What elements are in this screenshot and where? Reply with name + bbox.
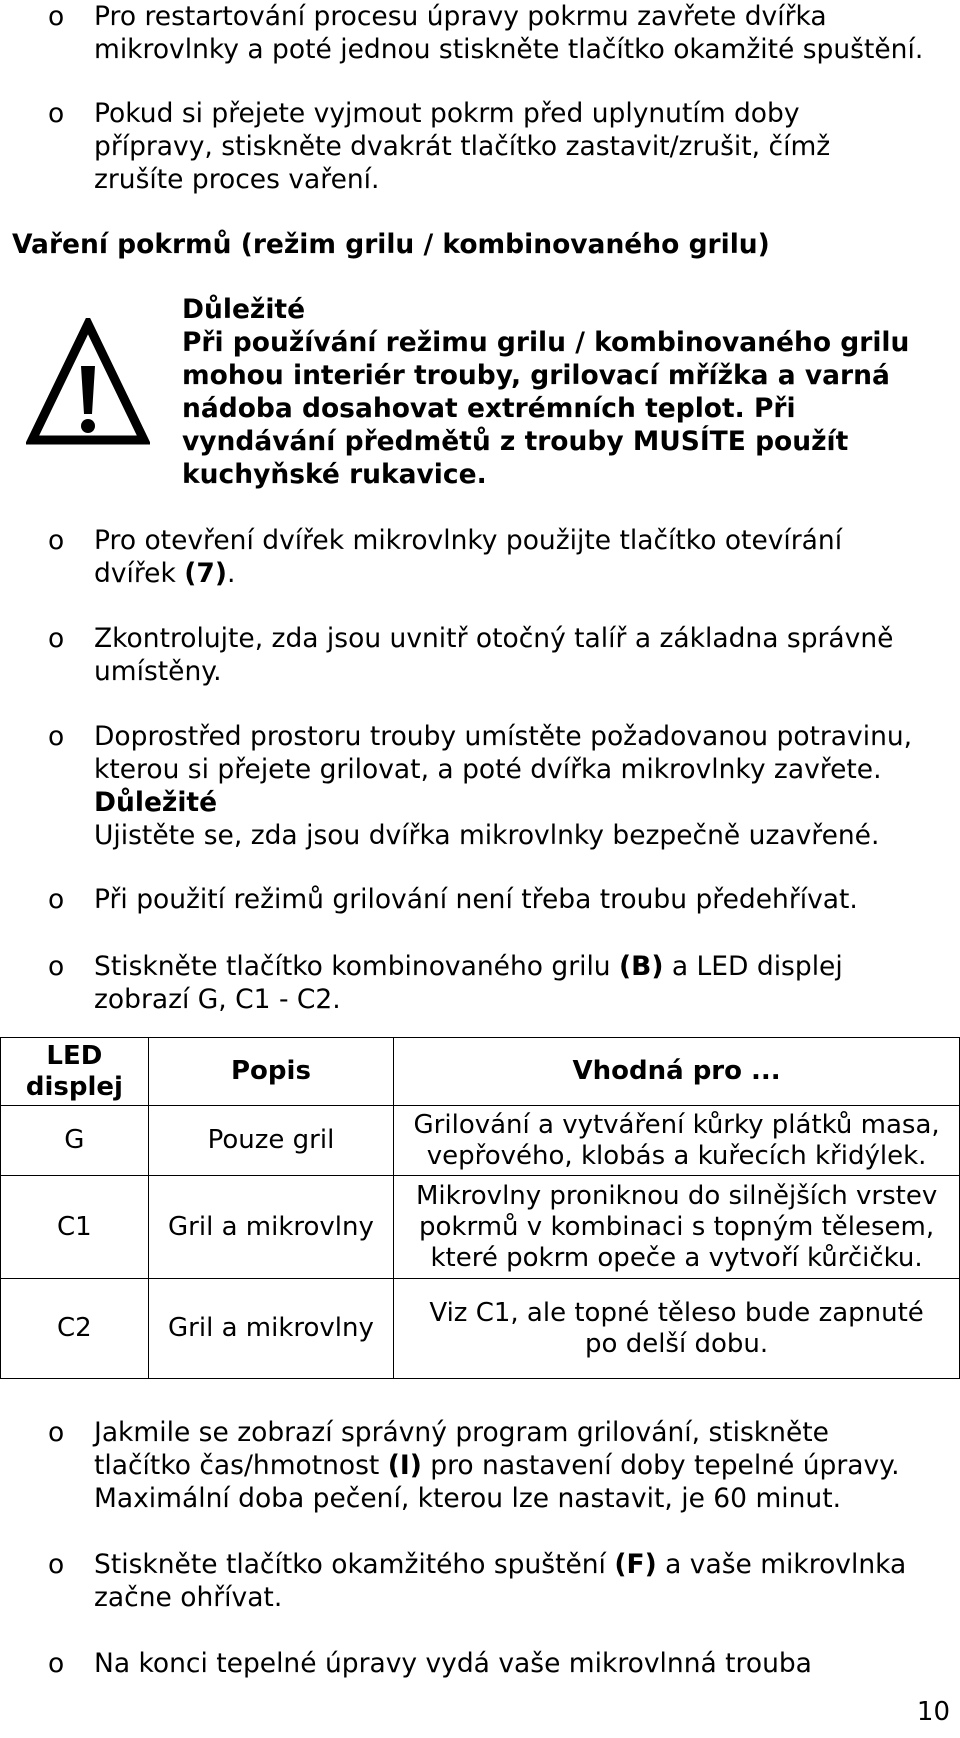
page-number: 10 bbox=[916, 1697, 950, 1727]
list-item-start bbox=[94, 1548, 956, 1614]
text-span: dvířek bbox=[94, 558, 185, 589]
list-item-end bbox=[94, 1647, 956, 1680]
list-bullet: o bbox=[48, 525, 65, 556]
text-line: kterou si přejete grilovat, a poté dvířka mikrovlnky zavřete. bbox=[94, 754, 882, 785]
list-item-restart bbox=[94, 0, 956, 66]
cell-led: G bbox=[1, 1106, 149, 1176]
text-span: a vaše mikrovlnka bbox=[656, 1549, 907, 1580]
warning-line: vyndávání předmětů z trouby MUSÍTE použít bbox=[182, 426, 849, 457]
column-header-led bbox=[1, 1038, 149, 1106]
list-bullet: o bbox=[48, 721, 65, 752]
cell-line: po delší dobu. bbox=[585, 1328, 769, 1359]
text-span: tlačítko čas/hmotnost bbox=[94, 1450, 388, 1481]
text-line: začne ohřívat. bbox=[94, 1582, 283, 1613]
button-reference: (I) bbox=[387, 1450, 422, 1481]
list-item-time-weight bbox=[94, 1416, 956, 1515]
list-bullet: o bbox=[48, 884, 65, 915]
warning-title: Důležité bbox=[182, 294, 306, 325]
text-span: . bbox=[226, 558, 236, 589]
warning-triangle-icon bbox=[26, 318, 150, 446]
table-row bbox=[1, 1176, 960, 1279]
warning-line: nádoba dosahovat extrémních teplot. Při bbox=[182, 393, 796, 424]
text-line: Pro otevření dvířek mikrovlnky použijte tlačítko otevírání bbox=[94, 525, 843, 556]
warning-line: mohou interiér trouby, grilovací mřížka a varná bbox=[182, 360, 890, 391]
list-bullet: o bbox=[48, 1, 65, 32]
list-item-check-turntable bbox=[94, 622, 956, 688]
button-reference: (7) bbox=[184, 558, 227, 589]
text-line bbox=[94, 1449, 956, 1482]
cell-line: Mikrovlny proniknou do silnějších vrstev bbox=[415, 1180, 938, 1211]
cell-vhodna bbox=[394, 1176, 960, 1279]
header-line: LED bbox=[46, 1040, 103, 1071]
text-line bbox=[94, 557, 956, 590]
grill-modes-table bbox=[0, 1037, 960, 1379]
list-item-open-door bbox=[94, 524, 956, 590]
text-line: Doprostřed prostoru trouby umístěte požadovanou potravinu, bbox=[94, 721, 913, 752]
warning-block bbox=[182, 293, 952, 491]
text-line: Na konci tepelné úpravy vydá vaše mikrovlnná trouba bbox=[94, 1648, 812, 1679]
table-row bbox=[1, 1106, 960, 1176]
cell-popis: Gril a mikrovlny bbox=[148, 1279, 393, 1379]
cell-line: Grilování a vytváření kůrky plátků masa, bbox=[413, 1109, 940, 1140]
cell-line: vepřového, klobás a kuřecích křidýlek. bbox=[426, 1140, 927, 1171]
text-line: Pokud si přejete vyjmout pokrm před uplynutím doby bbox=[94, 98, 800, 129]
list-bullet: o bbox=[48, 1417, 65, 1448]
section-heading: Vaření pokrmů (režim grilu / kombinovaného grilu) bbox=[12, 229, 770, 260]
text-line bbox=[94, 1548, 956, 1581]
text-line: zrušíte proces vaření. bbox=[94, 164, 380, 195]
cell-led: C2 bbox=[1, 1279, 149, 1379]
list-bullet: o bbox=[48, 98, 65, 129]
table-header-row bbox=[1, 1038, 960, 1106]
warning-line: kuchyňské rukavice. bbox=[182, 459, 487, 490]
cell-vhodna bbox=[394, 1279, 960, 1379]
column-header-popis: Popis bbox=[148, 1038, 393, 1106]
list-bullet: o bbox=[48, 1549, 65, 1580]
cell-vhodna bbox=[394, 1106, 960, 1176]
important-label: Důležité bbox=[94, 787, 218, 818]
cell-popis: Gril a mikrovlny bbox=[148, 1176, 393, 1279]
text-line: zobrazí G, C1 - C2. bbox=[94, 984, 341, 1015]
text-line: Jakmile se zobrazí správný program grilování, stiskněte bbox=[94, 1417, 829, 1448]
cell-line: pokrmů v kombinaci s topným tělesem, bbox=[419, 1211, 935, 1242]
cell-led: C1 bbox=[1, 1176, 149, 1279]
cell-line: které pokrm opeče a vytvoří kůrčičku. bbox=[430, 1242, 923, 1273]
text-span: Stiskněte tlačítko okamžitého spuštění bbox=[94, 1549, 615, 1580]
text-line: Ujistěte se, zda jsou dvířka mikrovlnky bezpečně uzavřené. bbox=[94, 820, 880, 851]
list-bullet: o bbox=[48, 951, 65, 982]
text-line: Zkontrolujte, zda jsou uvnitř otočný talíř a základna správně bbox=[94, 623, 894, 654]
header-line: displej bbox=[25, 1071, 123, 1102]
text-span: pro nastavení doby tepelné úpravy. bbox=[421, 1450, 900, 1481]
table-row bbox=[1, 1279, 960, 1379]
cell-popis: Pouze gril bbox=[148, 1106, 393, 1176]
text-line: Maximální doba pečení, kterou lze nastavit, je 60 minut. bbox=[94, 1483, 842, 1514]
text-line: Při použití režimů grilování není třeba troubu předehřívat. bbox=[94, 884, 858, 915]
cell-line: Viz C1, ale topné těleso bude zapnuté bbox=[429, 1297, 924, 1328]
column-header-vhodna: Vhodná pro ... bbox=[394, 1038, 960, 1106]
list-bullet: o bbox=[48, 623, 65, 654]
warning-line: Při používání režimu grilu / kombinovaného grilu bbox=[182, 327, 910, 358]
list-item-combi-button bbox=[94, 950, 956, 1016]
text-span: a LED displej bbox=[663, 951, 843, 982]
text-span: Stiskněte tlačítko kombinovaného grilu bbox=[94, 951, 620, 982]
button-reference: (F) bbox=[614, 1549, 657, 1580]
text-line: přípravy, stiskněte dvakrát tlačítko zastavit/zrušit, čímž bbox=[94, 131, 831, 162]
text-line bbox=[94, 950, 956, 983]
list-bullet: o bbox=[48, 1648, 65, 1679]
text-line: mikrovlnky a poté jednou stiskněte tlačítko okamžité spuštění. bbox=[94, 34, 924, 65]
list-item-place-food bbox=[94, 720, 956, 852]
list-item-no-preheat bbox=[94, 883, 956, 916]
text-line: umístěny. bbox=[94, 656, 222, 687]
list-item-cancel bbox=[94, 97, 956, 196]
text-line: Pro restartování procesu úpravy pokrmu zavřete dvířka bbox=[94, 1, 827, 32]
button-reference: (B) bbox=[619, 951, 664, 982]
